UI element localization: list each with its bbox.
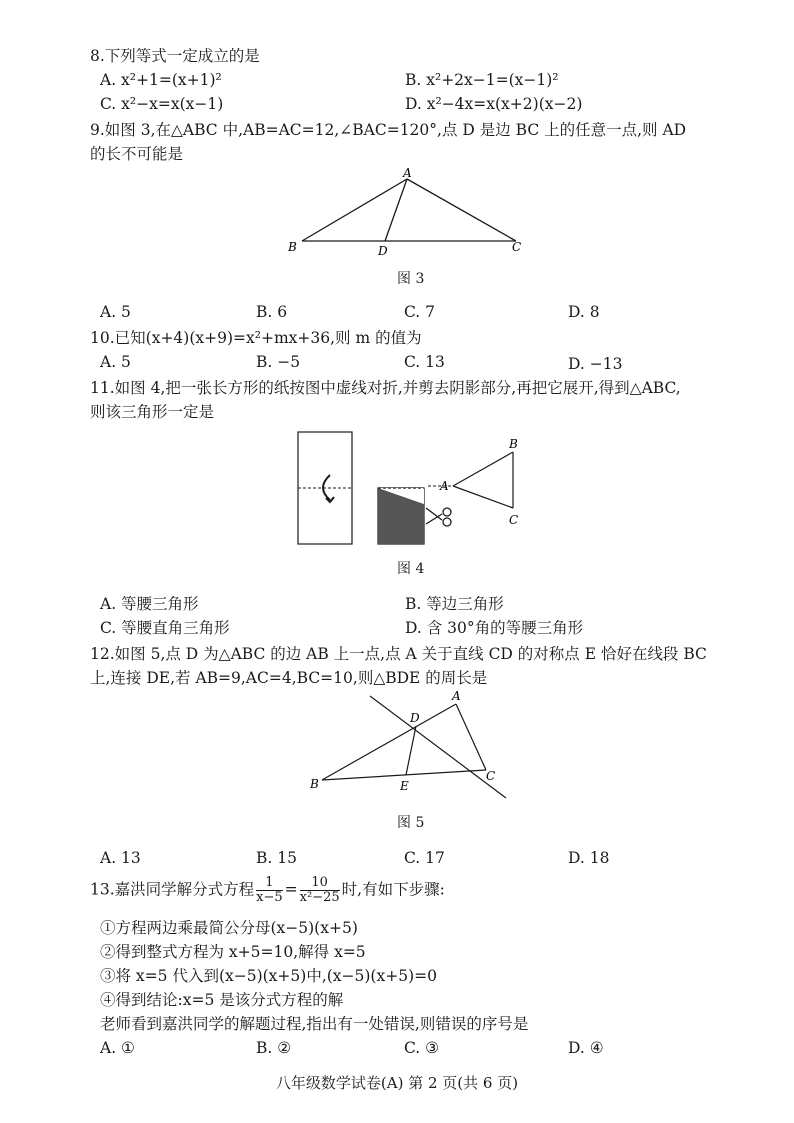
q12-option-c[interactable]: C. 17 bbox=[404, 849, 445, 867]
q12-stem-line1: 12.如图 5,点 D 为△ABC 的边 AB 上一点,点 A 关于直线 CD 的对称点 E 恰好在线段 BC bbox=[90, 645, 707, 663]
figure-5 bbox=[300, 688, 520, 806]
q11-option-d[interactable]: D. 含 30°角的等腰三角形 bbox=[405, 619, 584, 637]
figure-4-caption: 图 4 bbox=[397, 561, 425, 577]
q13-equals: = bbox=[284, 880, 298, 899]
q12-option-a[interactable]: A. 13 bbox=[100, 849, 141, 867]
q13-option-d[interactable]: D. ④ bbox=[568, 1039, 604, 1057]
q8-option-c[interactable]: C. x²−x=x(x−1) bbox=[100, 95, 224, 113]
q9-stem-line2: 的长不可能是 bbox=[90, 145, 184, 163]
q12-stem-line2: 上,连接 DE,若 AB=9,AC=4,BC=10,则△BDE 的周长是 bbox=[90, 669, 488, 687]
q12-option-d[interactable]: D. 18 bbox=[568, 849, 610, 867]
q13-stem-pre: 13.嘉洪同学解分式方程 bbox=[90, 880, 255, 899]
q8-option-b[interactable]: B. x²+2x−1=(x−1)² bbox=[405, 71, 559, 89]
q13-option-b[interactable]: B. ② bbox=[256, 1039, 292, 1057]
fig4-side-ab bbox=[453, 452, 513, 486]
fig4-label-c: C bbox=[509, 513, 519, 527]
fig5-label-b: B bbox=[310, 777, 319, 791]
q9-option-a[interactable]: A. 5 bbox=[100, 303, 131, 321]
fig3-segment-ad bbox=[385, 179, 407, 241]
q9-option-d[interactable]: D. 8 bbox=[568, 303, 600, 321]
fig5-label-e: E bbox=[400, 779, 409, 793]
q13-option-a[interactable]: A. ① bbox=[100, 1039, 135, 1057]
fig3-side-ac bbox=[407, 179, 516, 241]
fig5-side-ac bbox=[456, 704, 486, 770]
fig5-segment-de bbox=[406, 726, 416, 775]
fig3-label-a: A bbox=[403, 166, 412, 180]
q13-step-2: ②得到整式方程为 x+5=10,解得 x=5 bbox=[100, 943, 366, 961]
figure-5-caption: 图 5 bbox=[397, 815, 425, 831]
fig3-label-b: B bbox=[288, 240, 297, 254]
fig5-label-a: A bbox=[452, 689, 461, 703]
q10-option-b[interactable]: B. −5 bbox=[256, 353, 301, 371]
q13-stem-post: 时,有如下步骤: bbox=[341, 880, 445, 899]
fig4-side-ac bbox=[453, 486, 513, 508]
q13-step-4: ④得到结论:x=5 是该分式方程的解 bbox=[100, 991, 344, 1009]
q12-option-b[interactable]: B. 15 bbox=[256, 849, 297, 867]
q8-option-a[interactable]: A. x²+1=(x+1)² bbox=[100, 71, 222, 89]
fig5-label-d: D bbox=[410, 711, 420, 725]
q13-step-3: ③将 x=5 代入到(x−5)(x+5)中,(x−5)(x+5)=0 bbox=[100, 967, 437, 985]
page-footer: 八年级数学试卷(A) 第 2 页(共 6 页) bbox=[275, 1074, 519, 1092]
fig5-label-c: C bbox=[486, 769, 496, 783]
fig5-side-ab bbox=[322, 704, 456, 780]
q8-stem: 8.下列等式一定成立的是 bbox=[90, 47, 260, 65]
fig3-label-c: C bbox=[512, 240, 522, 254]
q13-fraction-left: $\frac{1}{x-5}$ bbox=[256, 875, 283, 905]
q13-fraction-right: $\frac{10}{\text{x²−25}}$ bbox=[299, 875, 340, 905]
q10-option-c[interactable]: C. 13 bbox=[404, 353, 445, 371]
fig3-side-ab bbox=[302, 179, 407, 241]
fig4-label-b: B bbox=[509, 437, 518, 451]
q11-option-c[interactable]: C. 等腰直角三角形 bbox=[100, 619, 230, 637]
scissors-icon bbox=[426, 508, 451, 526]
q10-option-d[interactable]: D. −13 bbox=[568, 355, 623, 373]
q13-step-1: ①方程两边乘最简公分母(x−5)(x+5) bbox=[100, 919, 358, 937]
q11-option-b[interactable]: B. 等边三角形 bbox=[405, 595, 504, 613]
figure-3-caption: 图 3 bbox=[397, 271, 425, 287]
q9-option-c[interactable]: C. 7 bbox=[404, 303, 436, 321]
q13-stem bbox=[90, 876, 445, 905]
q11-option-a[interactable]: A. 等腰三角形 bbox=[100, 595, 199, 613]
q10-option-a[interactable]: A. 5 bbox=[100, 353, 131, 371]
q8-option-d[interactable]: D. x²−4x=x(x+2)(x−2) bbox=[405, 95, 583, 113]
fig4-label-a: A bbox=[440, 479, 449, 493]
q13-option-c[interactable]: C. ③ bbox=[404, 1039, 440, 1057]
fig3-label-d: D bbox=[378, 244, 388, 258]
q10-stem: 10.已知(x+4)(x+9)=x²+mx+36,则 m 的值为 bbox=[90, 329, 422, 347]
q9-stem-line1: 9.如图 3,在△ABC 中,AB=AC=12,∠BAC=120°,点 D 是边 BC 上的任意一点,则 AD bbox=[90, 121, 687, 139]
figure-3 bbox=[280, 165, 540, 260]
q13-teacher-note: 老师看到嘉洪同学的解题过程,指出有一处错误,则错误的序号是 bbox=[100, 1015, 529, 1033]
q11-stem-line1: 11.如图 4,把一张长方形的纸按图中虚线对折,并剪去阴影部分,再把它展开,得到△ABC, bbox=[90, 379, 681, 397]
q9-option-b[interactable]: B. 6 bbox=[256, 303, 288, 321]
figure-4 bbox=[290, 428, 530, 550]
q11-stem-line2: 则该三角形一定是 bbox=[90, 403, 215, 421]
